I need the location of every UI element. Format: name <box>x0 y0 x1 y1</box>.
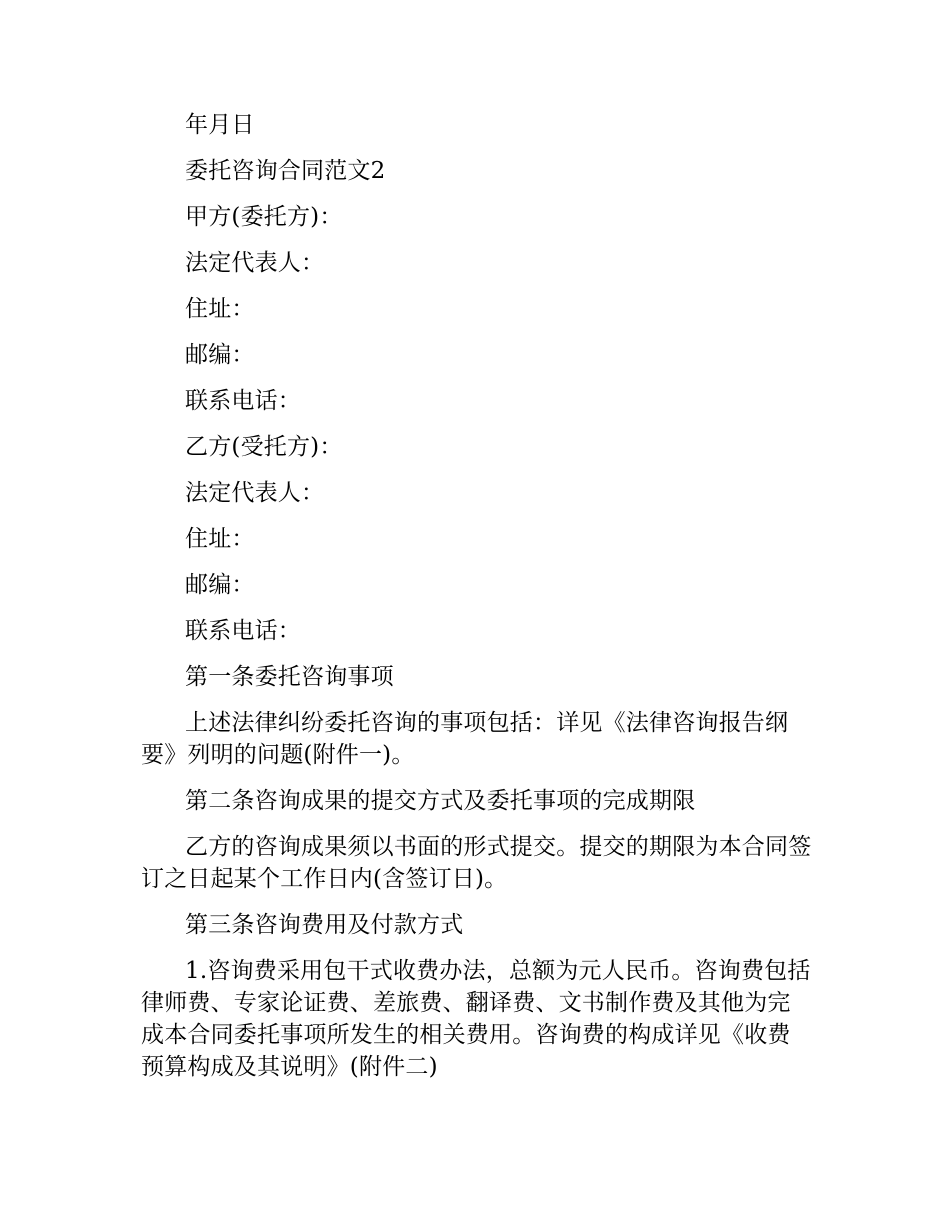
party-a-legal-representative: 法定代表人： <box>185 250 325 276</box>
article-3-heading: 第三条咨询费用及付款方式 <box>185 912 464 938</box>
party-a-postcode: 邮编： <box>185 342 255 368</box>
party-b-phone: 联系电话： <box>185 618 301 644</box>
party-a-label: 甲方(委托方)： <box>185 204 343 230</box>
article-3-paragraph: 1.咨询费采用包干式收费办法，总额为元人民币。咨询费包括律师费、专家论证费、差旅费、翻译费、文书制作费及其他为完成本合同委托事项所发生的相关费用。咨询费的构成详见《收费预算构成及其说明》(附件二) <box>141 958 811 1080</box>
document-title: 委托咨询合同范文2 <box>185 158 386 184</box>
article-2-heading: 第二条咨询成果的提交方式及委托事项的完成期限 <box>185 788 696 814</box>
article-1-heading: 第一条委托咨询事项 <box>185 664 394 690</box>
article-1-paragraph: 上述法律纠纷委托咨询的事项包括：详见《法律咨询报告纲要》列明的问题(附件一)。 <box>141 710 789 768</box>
party-b-legal-representative: 法定代表人： <box>185 480 325 506</box>
party-b-address: 住址： <box>185 526 255 552</box>
document-body <box>141 109 813 1097</box>
party-a-address: 住址： <box>185 296 255 322</box>
party-a-phone: 联系电话： <box>185 388 301 414</box>
party-b-label: 乙方(受托方)： <box>185 434 343 460</box>
article-2-paragraph: 乙方的咨询成果须以书面的形式提交。提交的期限为本合同签订之日起某个工作日内(含签订日)。 <box>141 834 812 892</box>
date-line: 年月日 <box>185 112 255 138</box>
party-b-postcode: 邮编： <box>185 572 255 598</box>
